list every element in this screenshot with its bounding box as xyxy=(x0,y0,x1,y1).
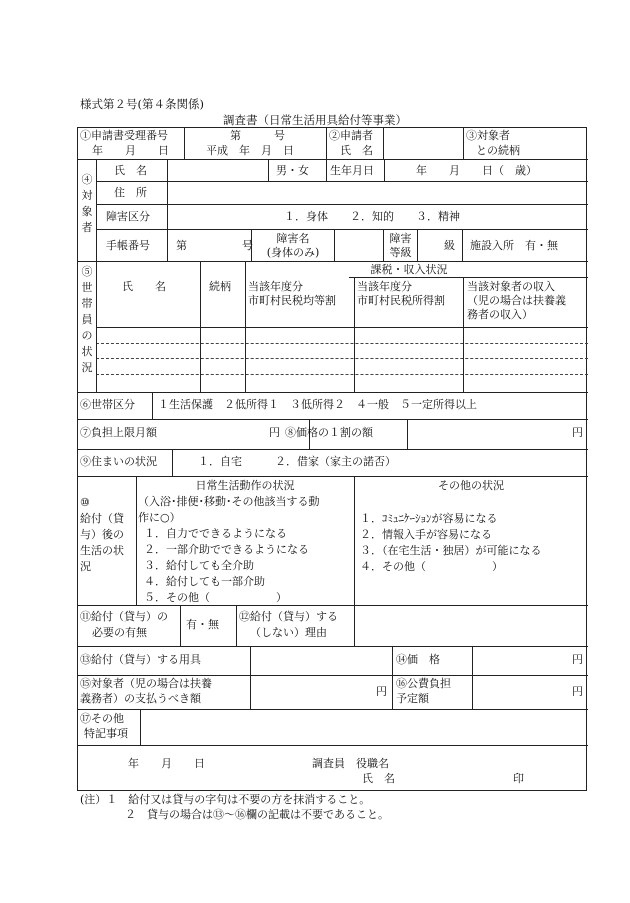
vrule-nec-b xyxy=(236,605,237,646)
housing-label: ⑨住まいの状況 xyxy=(80,455,157,468)
housing-options: １．自宅 ２．借家（家主の諾否） xyxy=(198,455,396,468)
vrule-dev-a xyxy=(250,646,251,709)
facility-options: 施設入所 有・無 xyxy=(470,239,558,252)
payment-yen: 円 xyxy=(376,685,387,698)
vrule-dev-c xyxy=(472,646,473,709)
device-label: ⑬給付（貸与）する用具 xyxy=(80,653,201,666)
remarks-label: ⑰その他 xyxy=(80,712,124,725)
form-label: 様式第２号(第４条関係) xyxy=(80,97,204,111)
col-a-label-2: 市町村民税均等割 xyxy=(248,294,336,307)
rule-subject-end xyxy=(78,261,588,262)
seal-mark: 印 xyxy=(513,772,524,785)
rule-row1 xyxy=(78,159,588,160)
signature-date: 年 月 日 xyxy=(128,757,205,770)
vrule-hh-rel xyxy=(245,261,246,392)
relation-label: ③対象者 xyxy=(466,129,510,142)
vrule-birth-val xyxy=(384,159,385,181)
vrule-limit-b xyxy=(407,419,408,449)
grade-unit: 級 xyxy=(444,239,455,252)
adl-header: 日常生活動作の状況 xyxy=(195,479,295,492)
vrule-hh-name xyxy=(200,261,201,392)
rule-household-header xyxy=(96,327,588,328)
dash-row-1 xyxy=(96,343,588,344)
grade-label-2: 等級 xyxy=(389,246,412,259)
rule-payment xyxy=(78,709,588,710)
public-label-2: 予定額 xyxy=(396,692,429,705)
tax-header: 課税・収入状況 xyxy=(370,263,448,276)
other-item-2: ２．情報入手が容易になる xyxy=(360,528,492,541)
vrule-post-mid xyxy=(354,476,355,605)
vrule-dev-b xyxy=(392,646,393,709)
rule-limit xyxy=(78,449,588,450)
vrule-hh-a xyxy=(354,277,355,392)
rule-post xyxy=(78,605,588,606)
other-item-3: ３．（在宅生活・独居）が可能になる xyxy=(360,544,542,557)
remarks-label-2: 特記事項 xyxy=(84,727,128,740)
price-yen: 円 xyxy=(572,653,583,666)
vrule-cat xyxy=(152,392,153,419)
adl-item-2: ２．一部介助でできるようになる xyxy=(144,543,309,556)
rule-household-end xyxy=(78,392,588,393)
public-label: ⑯公費負担 xyxy=(396,677,451,690)
form-title: 調査書（日常生活用具給付等事業） xyxy=(223,113,407,127)
vrule-sex-birth xyxy=(326,159,327,181)
rule-remarks xyxy=(78,745,588,746)
rule-necessity xyxy=(78,646,588,647)
payment-label-2: 義務者）の支払うべき額 xyxy=(80,692,201,705)
adl-item-5: ５．その他（ ） xyxy=(144,591,287,604)
applicant-label: ②申請者 xyxy=(329,129,373,142)
public-yen: 円 xyxy=(572,685,583,698)
relation-label-2: との続柄 xyxy=(476,144,520,157)
handbook-label: 手帳番号 xyxy=(106,239,150,252)
dash-row-3 xyxy=(96,374,588,375)
col-c-label: 当該対象者の収入 xyxy=(467,280,555,293)
disability-class-label: 障害区分 xyxy=(106,210,150,223)
necessity-label: ⑪給付（貸与）の xyxy=(80,610,168,623)
post-label-4: 生活の状 xyxy=(80,544,124,557)
category-options: １生活保護 ２低所得１ ３低所得２ ４一般 ５一定所得以上 xyxy=(158,398,477,411)
other-header: その他の状況 xyxy=(438,479,504,492)
vrule-r1-a xyxy=(184,128,185,159)
rule-subject-3 xyxy=(96,229,588,230)
vrule-nec-c xyxy=(354,605,355,646)
vrule-subject-label xyxy=(167,159,168,229)
heisei-date: 平成 年 月 日 xyxy=(206,144,294,157)
vrule-hb-3 xyxy=(334,229,335,261)
investigator-name-label: 氏 名 xyxy=(362,772,395,785)
vrule-section xyxy=(96,159,97,392)
rule-category xyxy=(78,419,588,420)
rule-subject-1 xyxy=(96,181,588,182)
ten-percent-yen: 円 xyxy=(572,426,583,439)
post-label-1: ⑩ xyxy=(80,496,90,509)
sex-options: 男・女 xyxy=(276,164,309,177)
subject-name-label: 氏 名 xyxy=(114,164,147,177)
ten-percent-label: ⑧価格の１割の額 xyxy=(285,426,373,439)
col-b-label-2: 市町村民税所得割 xyxy=(357,294,445,307)
note-1: (注）１ 給付又は貸与の字句は不要の方を抹消すること。 xyxy=(80,793,371,806)
necessity-label-2: 必要の有無 xyxy=(92,626,147,639)
adl-item-3: ３．給付しても全介助 xyxy=(144,559,254,572)
investigator-title: 調査員 役職名 xyxy=(312,757,389,770)
vrule-hb-5 xyxy=(417,229,418,261)
grade-label: 障害 xyxy=(389,232,412,245)
dash-row-2 xyxy=(96,358,588,359)
rule-device xyxy=(78,675,588,676)
post-label-2: 給付（貸 xyxy=(80,512,124,525)
address-label: 住 所 xyxy=(114,186,147,199)
col-c-label-2: （児の場合は扶養義 xyxy=(467,294,566,307)
disability-options: １．身体 ２．知的 ３．精神 xyxy=(284,210,460,223)
vrule-nec-a xyxy=(180,605,181,646)
reason-label: ⑫給付（貸与）する xyxy=(239,610,338,623)
vrule-hb-6 xyxy=(462,229,463,261)
vrule-r1-c xyxy=(383,128,384,159)
category-label: ⑥世帯区分 xyxy=(80,398,135,411)
other-item-1: １．ｺﾐｭﾆｹｰｼｮﾝが容易になる xyxy=(360,512,498,525)
price-label: ⑭価 格 xyxy=(396,653,440,666)
necessity-value: 有・無 xyxy=(186,618,219,631)
col-c-label-3: 務者の収入） xyxy=(467,308,533,321)
household-name-label: 氏 名 xyxy=(122,280,166,293)
rule-housing xyxy=(78,476,588,477)
payment-label: ⑮対象者（児の場合は扶養 xyxy=(80,677,212,690)
receipt-date: 年 月 日 xyxy=(92,144,169,157)
disability-name-label-2: (身体のみ) xyxy=(266,246,320,259)
col-b-label: 当該年度分 xyxy=(357,280,412,293)
applicant-name-label: 氏 名 xyxy=(340,144,373,157)
limit-yen: 円 xyxy=(269,426,280,439)
birth-value: 年 月 日（ 歳） xyxy=(416,164,537,177)
other-item-4: ４．その他（ ） xyxy=(360,560,503,573)
vrule-name-sex xyxy=(268,159,269,181)
birth-label: 生年月日 xyxy=(330,164,374,177)
rule-tax-header xyxy=(349,277,588,278)
adl-subheader-2: 作に○） xyxy=(138,511,181,524)
post-label-3: 与）後の xyxy=(80,528,124,541)
subject-section-label: ④対象者 xyxy=(81,173,93,234)
vrule-housing xyxy=(172,449,173,476)
rule-subject-2 xyxy=(96,204,588,205)
vrule-remarks xyxy=(140,709,141,745)
post-label-5: 況 xyxy=(80,560,91,573)
adl-subheader: （入浴･排便･移動･その他該当する動 xyxy=(138,495,320,508)
vrule-hh-b xyxy=(463,277,464,392)
vrule-hb-1 xyxy=(167,229,168,261)
receipt-no-label: ①申請書受理番号 xyxy=(80,129,168,142)
household-section-label: ⑤世帯員の状況 xyxy=(81,265,93,374)
vrule-r1-d xyxy=(463,128,464,159)
limit-label: ⑦負担上限月額 xyxy=(80,426,157,439)
reason-label-2: （しない）理由 xyxy=(250,626,327,639)
survey-form xyxy=(77,127,587,791)
adl-item-4: ４．給付しても一部介助 xyxy=(144,575,265,588)
disability-name-label: 障害名 xyxy=(276,232,310,245)
adl-item-1: １．自力でできるようになる xyxy=(144,527,287,540)
vrule-r1-b xyxy=(326,128,327,159)
receipt-number: 第 号 xyxy=(230,129,285,142)
col-a-label: 当該年度分 xyxy=(248,280,303,293)
note-2: ２ 貸与の場合は⑬～⑯欄の記載は不要であること。 xyxy=(125,808,389,821)
household-relation-label: 続柄 xyxy=(209,280,231,293)
handbook-number: 第 号 xyxy=(176,239,253,252)
vrule-post-label xyxy=(136,476,137,605)
